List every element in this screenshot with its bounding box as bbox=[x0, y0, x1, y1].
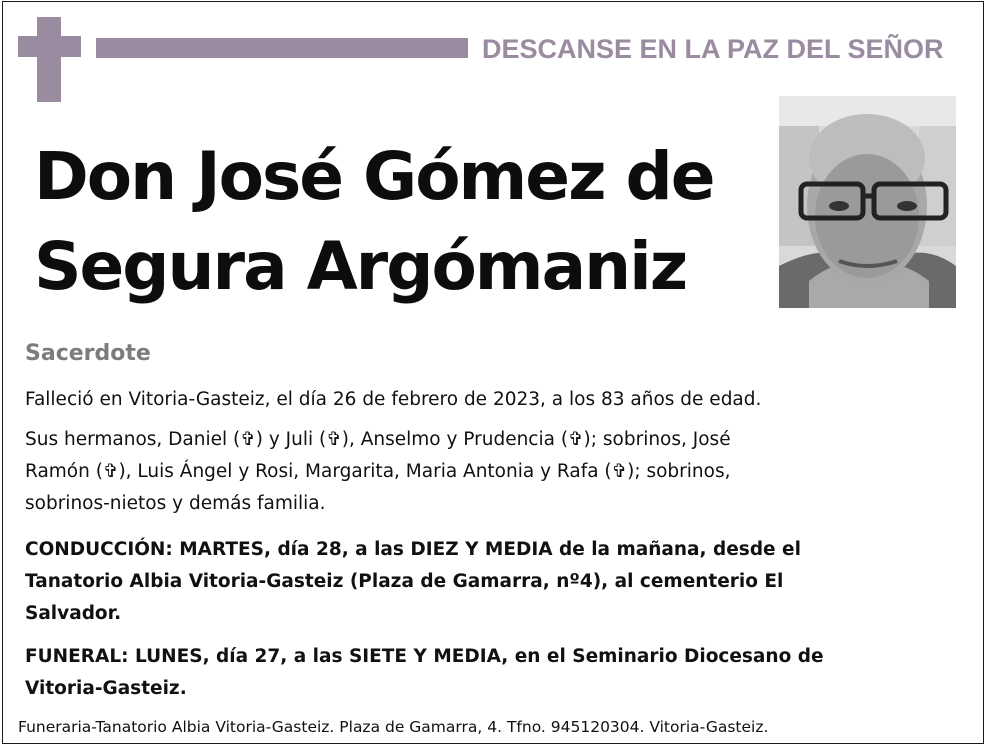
name-line-2: Segura Argómaniz bbox=[34, 228, 687, 305]
footer-funeral-home: Funeraria-Tanatorio Albia Vitoria-Gasteiz. Plaza de Gamarra, 4. Tfno. 945120304. Vitoria-Gasteiz. bbox=[18, 718, 769, 736]
cross-icon-bar bbox=[18, 36, 81, 57]
funeral-line: Vitoria-Gasteiz. bbox=[25, 678, 187, 699]
header-title: DESCANSE EN LA PAZ DEL SEÑOR bbox=[482, 34, 944, 64]
funeral-line: FUNERAL: LUNES, día 27, a las SIETE Y MEDIA, en el Seminario Diocesano de bbox=[25, 646, 824, 667]
deceased-name bbox=[34, 132, 754, 312]
family-line: Ramón (✞), Luis Ángel y Rosi, Margarita, Maria Antonia y Rafa (✞); sobrinos, bbox=[25, 461, 731, 482]
cross-icon bbox=[37, 17, 61, 102]
header-divider-bar bbox=[96, 38, 468, 58]
name-line-1: Don José Gómez de bbox=[34, 138, 714, 215]
conduccion-line: CONDUCCIÓN: MARTES, día 28, a las DIEZ Y MEDIA de la mañana, desde el bbox=[25, 539, 801, 560]
funeral-paragraph bbox=[25, 641, 945, 705]
conduccion-line: Salvador. bbox=[25, 603, 122, 624]
deceased-role: Sacerdote bbox=[25, 341, 151, 366]
death-notice: Falleció en Vitoria-Gasteiz, el día 26 de febrero de 2023, a los 83 años de edad. bbox=[25, 389, 762, 410]
family-line: sobrinos-nietos y demás familia. bbox=[25, 493, 326, 514]
conduccion-paragraph bbox=[25, 534, 945, 630]
portrait-photo bbox=[779, 96, 956, 308]
family-paragraph bbox=[25, 424, 945, 520]
family-line: Sus hermanos, Daniel (✞) y Juli (✞), Anselmo y Prudencia (✞); sobrinos, José bbox=[25, 429, 731, 450]
conduccion-line: Tanatorio Albia Vitoria-Gasteiz (Plaza de Gamarra, nº4), al cementerio El bbox=[25, 571, 784, 592]
